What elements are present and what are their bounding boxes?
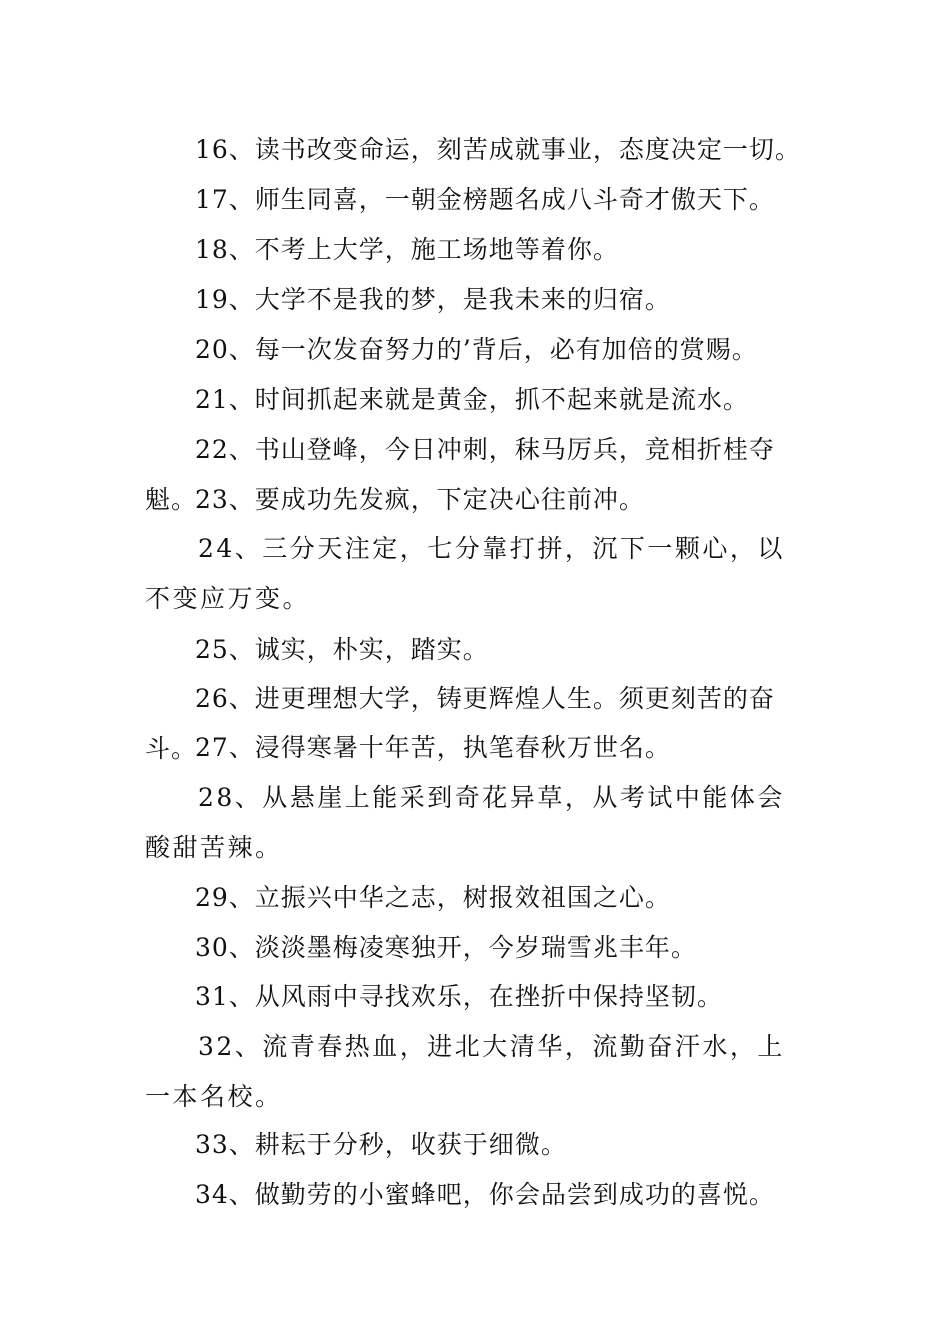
paragraph-32: 32、流青春热血，进北大清华，流勤奋汗水，上一本名校。 (145, 1032, 785, 1111)
paragraph-19: 19、大学不是我的梦，是我未来的归宿。 (195, 285, 671, 314)
paragraph-27: 27、浸得寒暑十年苦，执笔春秋万世名。 (195, 733, 671, 762)
paragraph-31: 31、从风雨中寻找欢乐，在挫折中保持坚韧。 (195, 982, 723, 1011)
paragraph-33: 33、耕耘于分秒，收获于细微。 (195, 1130, 567, 1159)
paragraph-23: 23、要成功先发疯，下定决心往前冲。 (195, 485, 645, 514)
paragraph-29: 29、立振兴中华之志，树报效祖国之心。 (195, 883, 671, 912)
paragraph-16: 16、读书改变命运，刻苦成就事业，态度决定一切。 (195, 135, 801, 164)
paragraph-34: 34、做勤劳的小蜜蜂吧，你会品尝到成功的喜悦。 (195, 1180, 775, 1209)
paragraph-21: 21、时间抓起来就是黄金，抓不起来就是流水。 (195, 385, 749, 414)
paragraph-28: 28、从悬崖上能采到奇花异草，从考试中能体会酸甜苦辣。 (145, 783, 785, 862)
paragraph-26: 26、进更理想大学，铸更辉煌人生。须更刻苦的奋斗。 (145, 684, 775, 763)
paragraph-22: 22、书山登峰，今日冲刺，秣马厉兵，竞相折桂夺魁。 (145, 435, 775, 514)
paragraph-30: 30、淡淡墨梅凌寒独开，今岁瑞雪兆丰年。 (195, 933, 697, 962)
paragraph-24: 24、三分天注定，七分靠打拼，沉下一颗心，以不变应万变。 (145, 534, 785, 613)
paragraph-20: 20、每一次发奋努力的’背后，必有加倍的赏赐。 (195, 335, 758, 364)
paragraph-17: 17、师生同喜，一朝金榜题名成八斗奇才傲天下。 (195, 185, 775, 214)
paragraph-18: 18、不考上大学，施工场地等着你。 (195, 235, 619, 264)
paragraph-25: 25、诚实，朴实，踏实。 (195, 635, 489, 664)
